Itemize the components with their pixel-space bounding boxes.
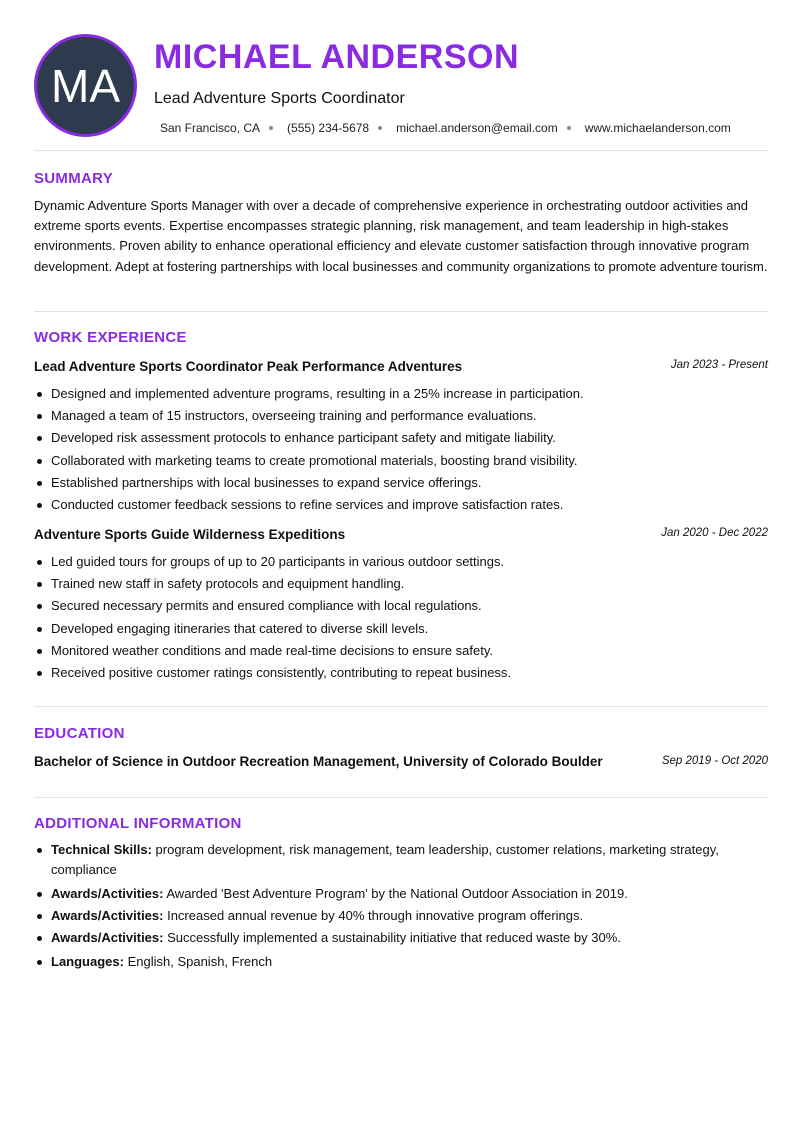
job-header [34,358,768,378]
education-heading: EDUCATION [34,725,125,742]
info-text: Increased annual revenue by 40% through innovative program offerings. [163,908,584,923]
additional-info-list [34,840,768,974]
education-date: Sep 2019 - Oct 2020 [661,755,768,767]
info-text: program development, risk management, team leadership, customer relations, marketing strategy, compliance [51,842,719,877]
divider [34,150,768,151]
info-item [34,928,768,948]
job-entry [34,358,768,516]
candidate-name: MICHAEL ANDERSON [154,38,520,76]
summary-text: Dynamic Adventure Sports Manager with over a decade of comprehensive experience in orchestrating outdoor activities and extreme sports events. Expertise encompasses strategic planning, risk management, and team leadership in high-stakes environments. Proven ability to enhance operational efficiency and elevate customer satisfaction through innovative program development. Adept at fostering partnerships with local businesses and community organizations to promote adventure tourism. [34,198,768,274]
divider [34,311,768,312]
contact-location-text: San Francisco, CA [160,121,261,135]
separator-dot [269,126,273,130]
info-label: Awards/Activities: [51,886,164,901]
job-bullet: Developed risk assessment protocols to enhance participant safety and mitigate liability. [34,427,768,449]
job-bullet: Established partnerships with local businesses to expand service offerings. [34,472,768,494]
job-bullet: Conducted customer feedback sessions to refine services and improve satisfaction rates. [34,494,768,516]
experience-heading: WORK EXPERIENCE [34,329,187,346]
avatar [34,34,137,137]
job-entry [34,526,768,684]
job-bullet: Led guided tours for groups of up to 20 participants in various outdoor settings. [34,551,768,573]
info-label: Languages: [51,954,124,969]
avatar-initials: MA [51,59,120,112]
divider [34,706,768,707]
job-bullet: Collaborated with marketing teams to create promotional materials, boosting brand visibility. [34,450,768,472]
job-bullets [34,383,768,516]
info-item [34,840,768,880]
contact-list [160,121,731,135]
additional-heading: ADDITIONAL INFORMATION [34,815,242,832]
info-item [34,884,768,904]
info-label: Technical Skills: [51,842,152,857]
job-title: Lead Adventure Sports Coordinator Peak Performance Adventures [34,359,463,374]
contact-email[interactable] [396,121,585,135]
job-bullets [34,551,768,684]
job-bullet: Developed engaging itineraries that catered to diverse skill levels. [34,618,768,640]
resume-header [34,34,768,138]
job-bullet: Received positive customer ratings consistently, contributing to repeat business. [34,662,768,684]
summary-heading: SUMMARY [34,170,114,187]
contact-phone [287,121,396,135]
job-bullet: Trained new staff in safety protocols and equipment handling. [34,573,768,595]
contact-website-text[interactable]: www.michaelanderson.com [584,121,731,135]
job-date: Jan 2023 - Present [670,359,768,371]
education-entry [34,753,768,773]
info-text: Awarded 'Best Adventure Program' by the National Outdoor Association in 2019. [163,886,628,901]
separator-dot [567,126,571,130]
info-text: Successfully implemented a sustainability initiative that reduced waste by 30%. [163,930,621,945]
job-date: Jan 2020 - Dec 2022 [661,527,768,539]
contact-phone-text: (555) 234-5678 [287,121,370,135]
contact-website[interactable] [585,121,731,135]
job-title: Adventure Sports Guide Wilderness Expeditions [34,527,346,542]
degree-title: Bachelor of Science in Outdoor Recreation Management, University of Colorado Boulder [34,754,603,769]
separator-dot [378,126,382,130]
job-header [34,526,768,546]
job-bullet: Monitored weather conditions and made real-time decisions to ensure safety. [34,640,768,662]
info-item [34,952,768,972]
job-bullet: Managed a team of 15 instructors, overseeing training and performance evaluations. [34,405,768,427]
info-text: English, Spanish, French [123,954,273,969]
contact-location [160,121,287,135]
info-label: Awards/Activities: [51,930,164,945]
info-item [34,906,768,926]
info-label: Awards/Activities: [51,908,164,923]
job-bullet: Secured necessary permits and ensured compliance with local regulations. [34,595,768,617]
candidate-title: Lead Adventure Sports Coordinator [154,90,405,107]
contact-email-text[interactable]: michael.anderson@email.com [396,121,558,135]
divider [34,797,768,798]
job-bullet: Designed and implemented adventure programs, resulting in a 25% increase in participation. [34,383,768,405]
